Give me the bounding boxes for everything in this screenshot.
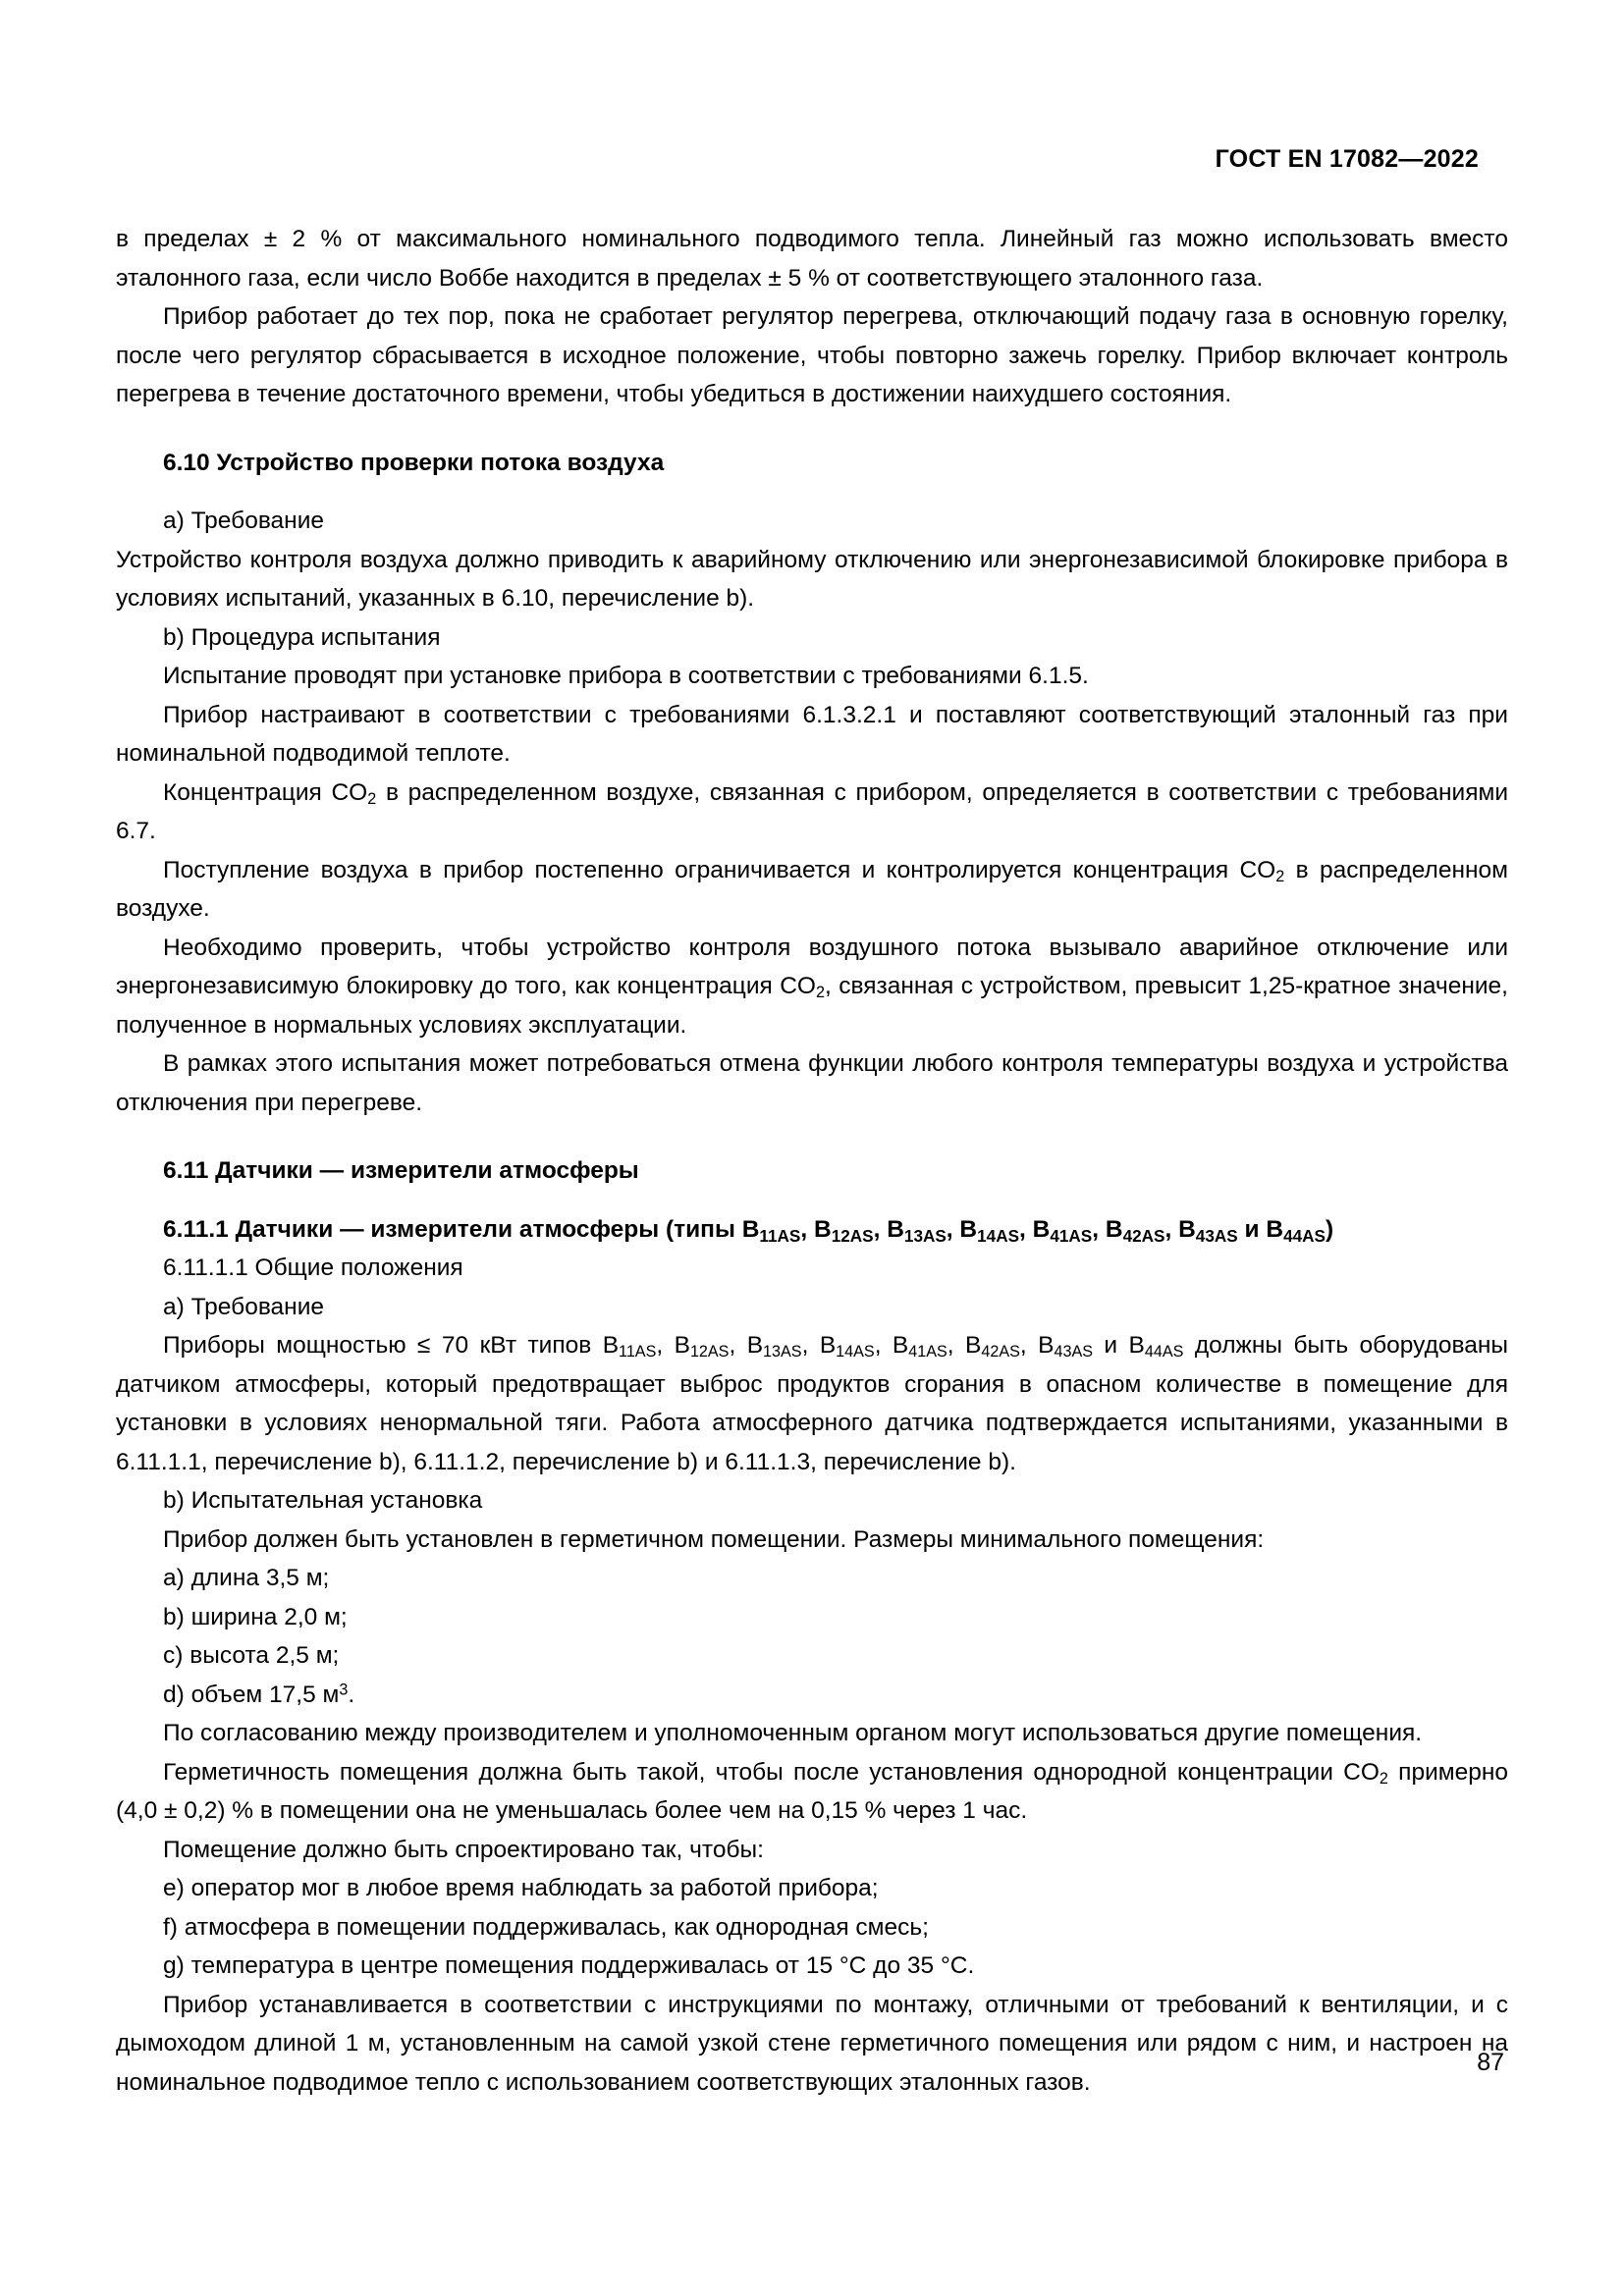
appliance-type-subscript: 42AS <box>1122 1225 1165 1246</box>
paragraph-other-rooms: По согласованию между производителем и уполномоченным органом могут использоваться другие помещения. <box>163 1720 1423 1746</box>
appliance-type-base: B <box>965 1332 982 1359</box>
verify-lead: Необходимо проверить, чтобы устройство контроля воздушного потока вызывало аварийное отключение или энергонезависимую блокировку до того, как концентрация CO <box>116 934 1508 999</box>
appliance-type-subscript: 14AS <box>977 1225 1020 1246</box>
appliance-type <box>892 1332 947 1362</box>
appliance-type-base: B <box>741 1215 760 1243</box>
co2-subscript: 2 <box>1275 867 1285 885</box>
appliance-type-base: B <box>892 1332 909 1359</box>
appliance-type <box>819 1332 875 1362</box>
heading-6-10: 6.10 Устройство проверки потока воздуха <box>163 449 665 476</box>
list-item-a-requirement: a) Требование <box>163 507 325 534</box>
co2-subscript: 2 <box>367 789 377 808</box>
heading-6-11-1 <box>116 1210 1508 1250</box>
page-number: 87 <box>1477 2049 1504 2076</box>
paragraph-verify-shutdown <box>116 929 1508 1045</box>
appliance-type-separator: , <box>801 1332 820 1359</box>
appliance-type-base: B <box>1178 1215 1196 1243</box>
co2-subscript: 2 <box>815 984 825 1002</box>
text-column <box>116 220 1508 2102</box>
dimension-item-d <box>116 1676 1508 1715</box>
tightness-tail: примерно (4,0 ± 0,2) % в помещении она не уменьшалась более чем на 0,15 % через 1 час. <box>116 1758 1509 1824</box>
appliance-type <box>1038 1332 1094 1362</box>
co2-text-tail: в распределенном воздухе, связанная с прибором, определяется в соответствии с требованиями 6.7. <box>116 778 1508 844</box>
paragraph-sealed-room: Прибор должен быть установлен в герметичном помещении. Размеры минимального помещения: <box>163 1525 1265 1553</box>
appliance-type-separator: , <box>1019 1215 1033 1243</box>
paragraph-installation: Прибор устанавливается в соответствии с инструкциями по монтажу, отличными от требований к вентиляции, и с дымоходом длиной 1 м, установленным на самой узкой стене герметичного помещения или рядом с ним, и настроен на номинальное подводимое тепло с использованием соответствующих эталонных газов. <box>116 1991 1508 2096</box>
appliance-type-separator: , <box>874 1332 893 1359</box>
appliance-type-separator: , <box>1019 1332 1039 1359</box>
appliance-type <box>1266 1215 1326 1246</box>
appliance-type-separator: , <box>1092 1215 1106 1243</box>
appliance-type-separator: и <box>1093 1332 1129 1359</box>
appliance-type <box>602 1332 657 1362</box>
appliance-type-subscript: 11AS <box>759 1225 801 1246</box>
appliance-type-subscript: 41AS <box>908 1343 947 1362</box>
list-item-e: e) оператор мог в любое время наблюдать за работой прибора; <box>163 1875 879 1901</box>
appliance-type-list-body <box>602 1332 1184 1362</box>
appliance-type-base: B <box>602 1332 620 1359</box>
appliance-type-base: B <box>674 1332 690 1359</box>
paragraph-overheat-regulator: Прибор работает до тех пор, пока не сработает регулятор перегрева, отключающий подачу газа в основную горелку, после чего регулятор сбрасывается в исходное положение, чтобы повторно зажечь горелку. Прибор включает контроль перегрева в течение достаточного времени, чтобы убедиться в достижении наихудшего состояния. <box>116 303 1508 407</box>
list-item-b-procedure: b) Процедура испытания <box>163 623 441 651</box>
tightness-lead: Герметичность помещения должна быть такой, чтобы после установления однородной концентрации CO <box>163 1758 1380 1786</box>
appliance-type <box>746 1332 802 1362</box>
appliance-type <box>965 1332 1020 1362</box>
appliance-type-base: B <box>1128 1332 1145 1359</box>
appliance-type-subscript: 42AS <box>981 1343 1020 1362</box>
appliance-type-separator: , <box>1164 1215 1179 1243</box>
heading-6-11-1-1: 6.11.1.1 Общие положения <box>163 1255 463 1281</box>
appliance-type-base: B <box>819 1332 837 1359</box>
air-intake-lead: Поступление воздуха в прибор постепенно ограничивается и контролируется концентрация CO <box>163 856 1276 883</box>
dimension-d-tail: . <box>348 1681 355 1708</box>
appliance-type-separator: , <box>800 1215 814 1243</box>
appliance-type-subscript: 43AS <box>1054 1343 1094 1362</box>
appliance-type <box>959 1215 1020 1246</box>
appliance-type <box>887 1215 947 1246</box>
appliance-type-base: B <box>746 1332 764 1359</box>
paragraph-test-setup: Испытание проводят при установке прибора в соответствии с требованиями 6.1.5. <box>163 663 1089 689</box>
dimension-d-lead: d) объем 17,5 м <box>163 1681 340 1708</box>
paragraph-override-controls: В рамках этого испытания может потребоваться отмена функции любого контроля температуры воздуха и устройства отключения при перегреве. <box>116 1050 1508 1116</box>
appliance-type-subscript: 13AS <box>763 1343 802 1362</box>
appliance-type-base: B <box>1266 1215 1284 1243</box>
appliance-type-subscript: 11AS <box>619 1343 657 1362</box>
list-item-a-requirement-2: a) Требование <box>163 1293 325 1320</box>
appliance-type-subscript: 12AS <box>689 1343 730 1362</box>
spacer <box>116 482 1508 502</box>
dimension-item-b: b) ширина 2,0 м; <box>163 1603 348 1630</box>
appliance-type <box>1105 1215 1165 1246</box>
appliance-type <box>813 1215 874 1246</box>
appliance-type-separator: , <box>873 1215 888 1243</box>
spacer <box>116 1191 1508 1210</box>
appliance-type <box>1128 1332 1184 1362</box>
appliance-type-separator: , <box>947 1332 966 1359</box>
appliance-type <box>674 1332 730 1362</box>
appliance-type-base: B <box>1038 1332 1055 1359</box>
appliance-type-separator: , <box>656 1332 675 1359</box>
paragraph-room-tightness <box>116 1753 1508 1831</box>
co2-subscript: 2 <box>1379 1769 1388 1788</box>
appliance-type <box>1178 1215 1238 1246</box>
heading-6-11: 6.11 Датчики — измерители атмосферы <box>163 1157 639 1184</box>
list-item-g: g) температура в центре помещения поддерживалась от 15 °C до 35 °C. <box>163 1952 975 1979</box>
dimension-item-c: c) высота 2,5 м; <box>163 1642 340 1669</box>
paragraph-appliances-atmosphere-sensor <box>116 1326 1508 1481</box>
paragraph-co2-concentration <box>116 774 1508 851</box>
appliance-type <box>1032 1215 1093 1246</box>
appliance-type-subscript: 13AS <box>903 1225 947 1246</box>
running-head: ГОСТ EN 17082—2022 <box>1215 145 1479 173</box>
spacer <box>116 414 1508 444</box>
appliance-type-subscript: 44AS <box>1144 1343 1184 1362</box>
appliance-type-base: B <box>1105 1215 1123 1243</box>
paragraph-air-control: Устройство контроля воздуха должно приводить к аварийному отключению или энергонезависимой блокировке прибора в условиях испытаний, указанных в 6.10, перечисление b). <box>116 546 1508 612</box>
heading-6-11-1-lead: 6.11.1 Датчики — измерители атмосферы (типы <box>163 1215 742 1243</box>
list-item-b-test-rig: b) Испытательная установка <box>163 1487 483 1514</box>
appliance-type-subscript: 44AS <box>1283 1225 1326 1246</box>
appliance-type-subscript: 43AS <box>1195 1225 1238 1246</box>
paragraph-air-intake <box>116 851 1508 929</box>
air-intake-tail: в распределенном воздухе. <box>116 856 1509 922</box>
appliances-tail: должны быть оборудованы датчиком атмосферы, который предотвращает выброс продуктов сгорания в опасном количестве в помещение для установки в условиях ненормальной тяги. Работа атмосферного датчика подтверждается испытаниями, указанными в 6.11.1.1, перечисление b), 6.11.1.2, перечисление b) и 6.11.1.3, перечисление b). <box>116 1332 1509 1475</box>
verify-tail: , связанная с устройством, превысит 1,25-кратное значение, полученное в нормальных условиях эксплуатации. <box>116 973 1508 1039</box>
appliance-type-subscript: 41AS <box>1050 1225 1093 1246</box>
heading-6-11-1-tail: ) <box>1325 1215 1334 1243</box>
appliance-type-subscript: 14AS <box>836 1343 875 1362</box>
dimension-item-a: a) длина 3,5 м; <box>163 1565 330 1591</box>
appliance-type-separator: , <box>946 1215 960 1243</box>
appliance-type-base: B <box>813 1215 832 1243</box>
appliance-type <box>741 1215 801 1246</box>
appliance-type-separator: и <box>1237 1215 1267 1243</box>
paragraph-room-design: Помещение должно быть спроектировано так, чтобы: <box>163 1836 764 1863</box>
appliances-lead: Приборы мощностью ≤ 70 кВт типов <box>163 1332 603 1359</box>
appliance-type-base: B <box>1032 1215 1051 1243</box>
list-item-f: f) атмосфера в помещении поддерживалась, как однородная смесь; <box>163 1913 929 1941</box>
appliance-type-separator: , <box>729 1332 747 1359</box>
cubic-metre-exponent: 3 <box>339 1680 349 1698</box>
spacer <box>116 1122 1508 1151</box>
appliance-type-subscript: 12AS <box>831 1225 874 1246</box>
co2-text-lead: Концентрация CO <box>163 778 368 806</box>
paragraph-continued: в пределах ± 2 % от максимального номинального подводимого тепла. Линейный газ можно использовать вместо эталонного газа, если число Воббе находится в пределах ± 5 % от соответствующего эталонного газа. <box>116 226 1508 292</box>
appliance-type-base: B <box>887 1215 904 1243</box>
appliance-type-list-heading <box>741 1215 1326 1246</box>
appliance-type-base: B <box>959 1215 978 1243</box>
paragraph-adjust-appliance: Прибор настраивают в соответствии с требованиями 6.1.3.2.1 и поставляют соответствующий эталонный газ при номинальной подводимой теплоте. <box>116 701 1508 767</box>
